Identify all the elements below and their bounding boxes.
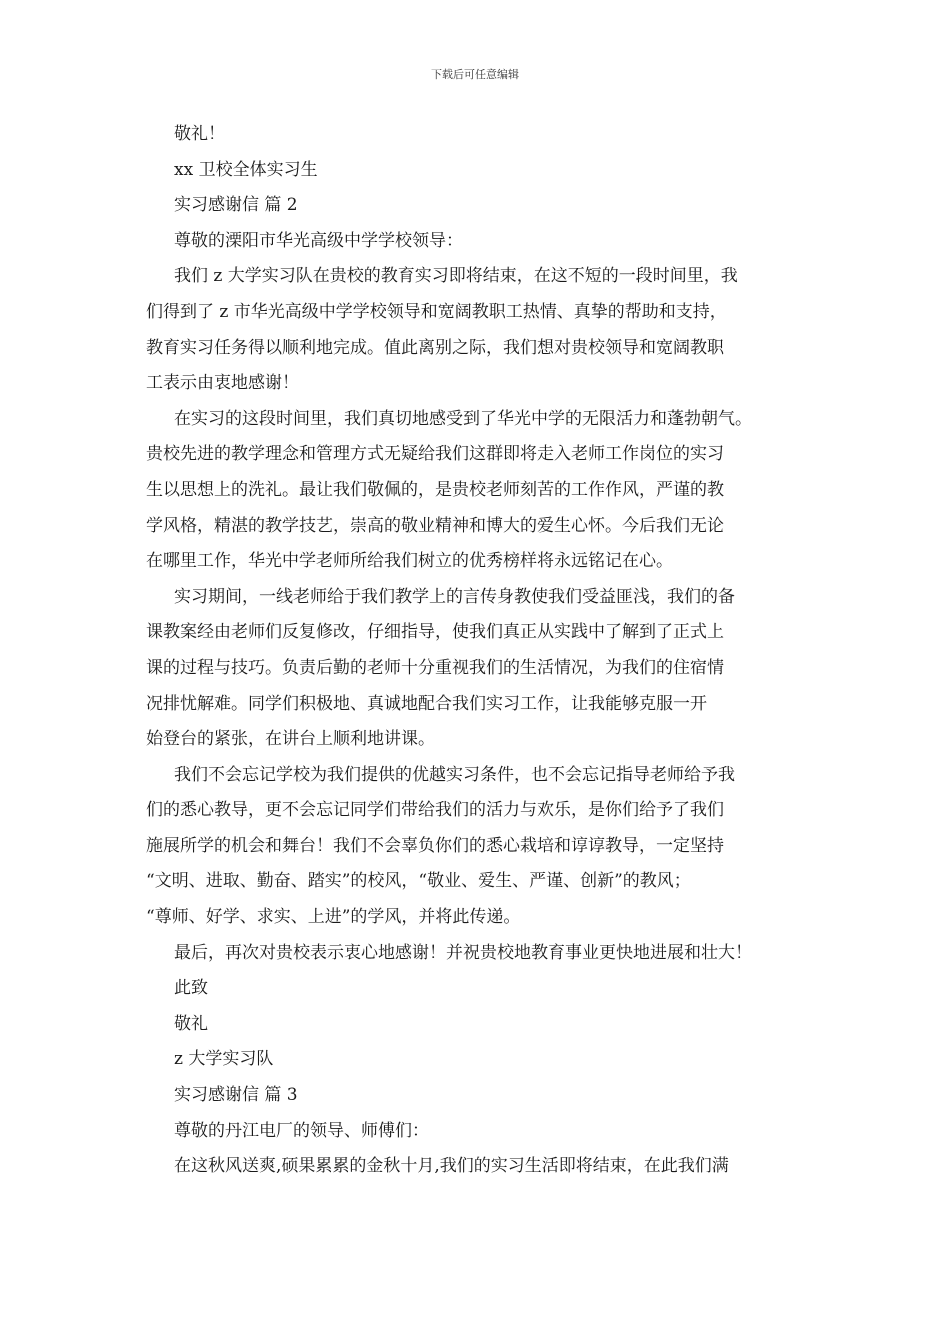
text-line: 我们不会忘记学校为我们提供的优越实习条件，也不会忘记指导老师给予我 xyxy=(174,764,735,785)
text-line: 实习期间，一线老师给于我们教学上的言传身教使我们受益匪浅，我们的备 xyxy=(174,586,735,607)
text-line: 教育实习任务得以顺利地完成。值此离别之际，我们想对贵校领导和宽阔教职 xyxy=(146,337,724,358)
text-line: 在实习的这段时间里，我们真切地感受到了华光中学的无限活力和蓬勃朝气。 xyxy=(174,408,752,429)
text-line: 尊敬的丹江电厂的领导、师傅们： xyxy=(174,1120,429,1141)
text-line: xx 卫校全体实习生 xyxy=(174,159,318,180)
text-line: “文明、进取、勤奋、踏实”的校风，“敬业、爱生、严谨、创新”的教风； xyxy=(146,871,691,892)
text-line: 课的过程与技巧。负责后勤的老师十分重视我们的生活情况，为我们的住宿情 xyxy=(146,657,724,678)
text-line: 尊敬的溧阳市华光高级中学学校领导： xyxy=(174,230,463,251)
text-line: “尊师、好学、求实、上进”的学风，并将此传递。 xyxy=(146,907,521,928)
text-line: 此致 xyxy=(174,978,208,999)
text-line: 敬礼！ xyxy=(174,124,225,144)
text-line: 学风格，精湛的教学技艺，崇高的敬业精神和博大的爱生心怀。今后我们无论 xyxy=(146,515,724,536)
text-line: z 大学实习队 xyxy=(174,1049,274,1070)
text-line: 在这秋风送爽,硕果累累的金秋十月,我们的实习生活即将结束，在此我们满 xyxy=(174,1156,729,1177)
text-line: 课教案经由老师们反复修改，仔细指导，使我们真正从实践中了解到了正式上 xyxy=(146,622,724,643)
text-line: 始登台的紧张，在讲台上顺利地讲课。 xyxy=(146,729,435,750)
text-line: 敬礼 xyxy=(174,1013,208,1034)
text-line: 工表示由衷地感谢！ xyxy=(146,373,299,394)
text-line: 在哪里工作，华光中学老师所给我们树立的优秀榜样将永远铭记在心。 xyxy=(146,551,673,572)
text-line: 况排忧解难。同学们积极地、真诚地配合我们实习工作，让我能够克服一开 xyxy=(146,693,707,714)
text-line: 实习感谢信 篇 2 xyxy=(174,195,298,216)
text-line: 贵校先进的教学理念和管理方式无疑给我们这群即将走入老师工作岗位的实习 xyxy=(146,444,724,465)
page-header-note: 下载后可任意编辑 xyxy=(431,68,519,81)
document-body xyxy=(146,117,826,1185)
text-line: 实习感谢信 篇 3 xyxy=(174,1085,298,1106)
text-line: 们得到了 z 市华光高级中学学校领导和宽阔教职工热情、真挚的帮助和支持， xyxy=(146,301,727,322)
text-line: 生以思想上的洗礼。最让我们敬佩的，是贵校老师刻苦的工作作风，严谨的教 xyxy=(146,479,724,500)
text-line: 最后，再次对贵校表示衷心地感谢！并祝贵校地教育事业更快地进展和壮大！ xyxy=(174,942,752,963)
text-line: 施展所学的机会和舞台！我们不会辜负你们的悉心栽培和谆谆教导，一定坚持 xyxy=(146,835,724,856)
text-line: 们的悉心教导，更不会忘记同学们带给我们的活力与欢乐，是你们给予了我们 xyxy=(146,800,724,821)
text-line: 我们 z 大学实习队在贵校的教育实习即将结束，在这不短的一段时间里，我 xyxy=(174,266,738,287)
